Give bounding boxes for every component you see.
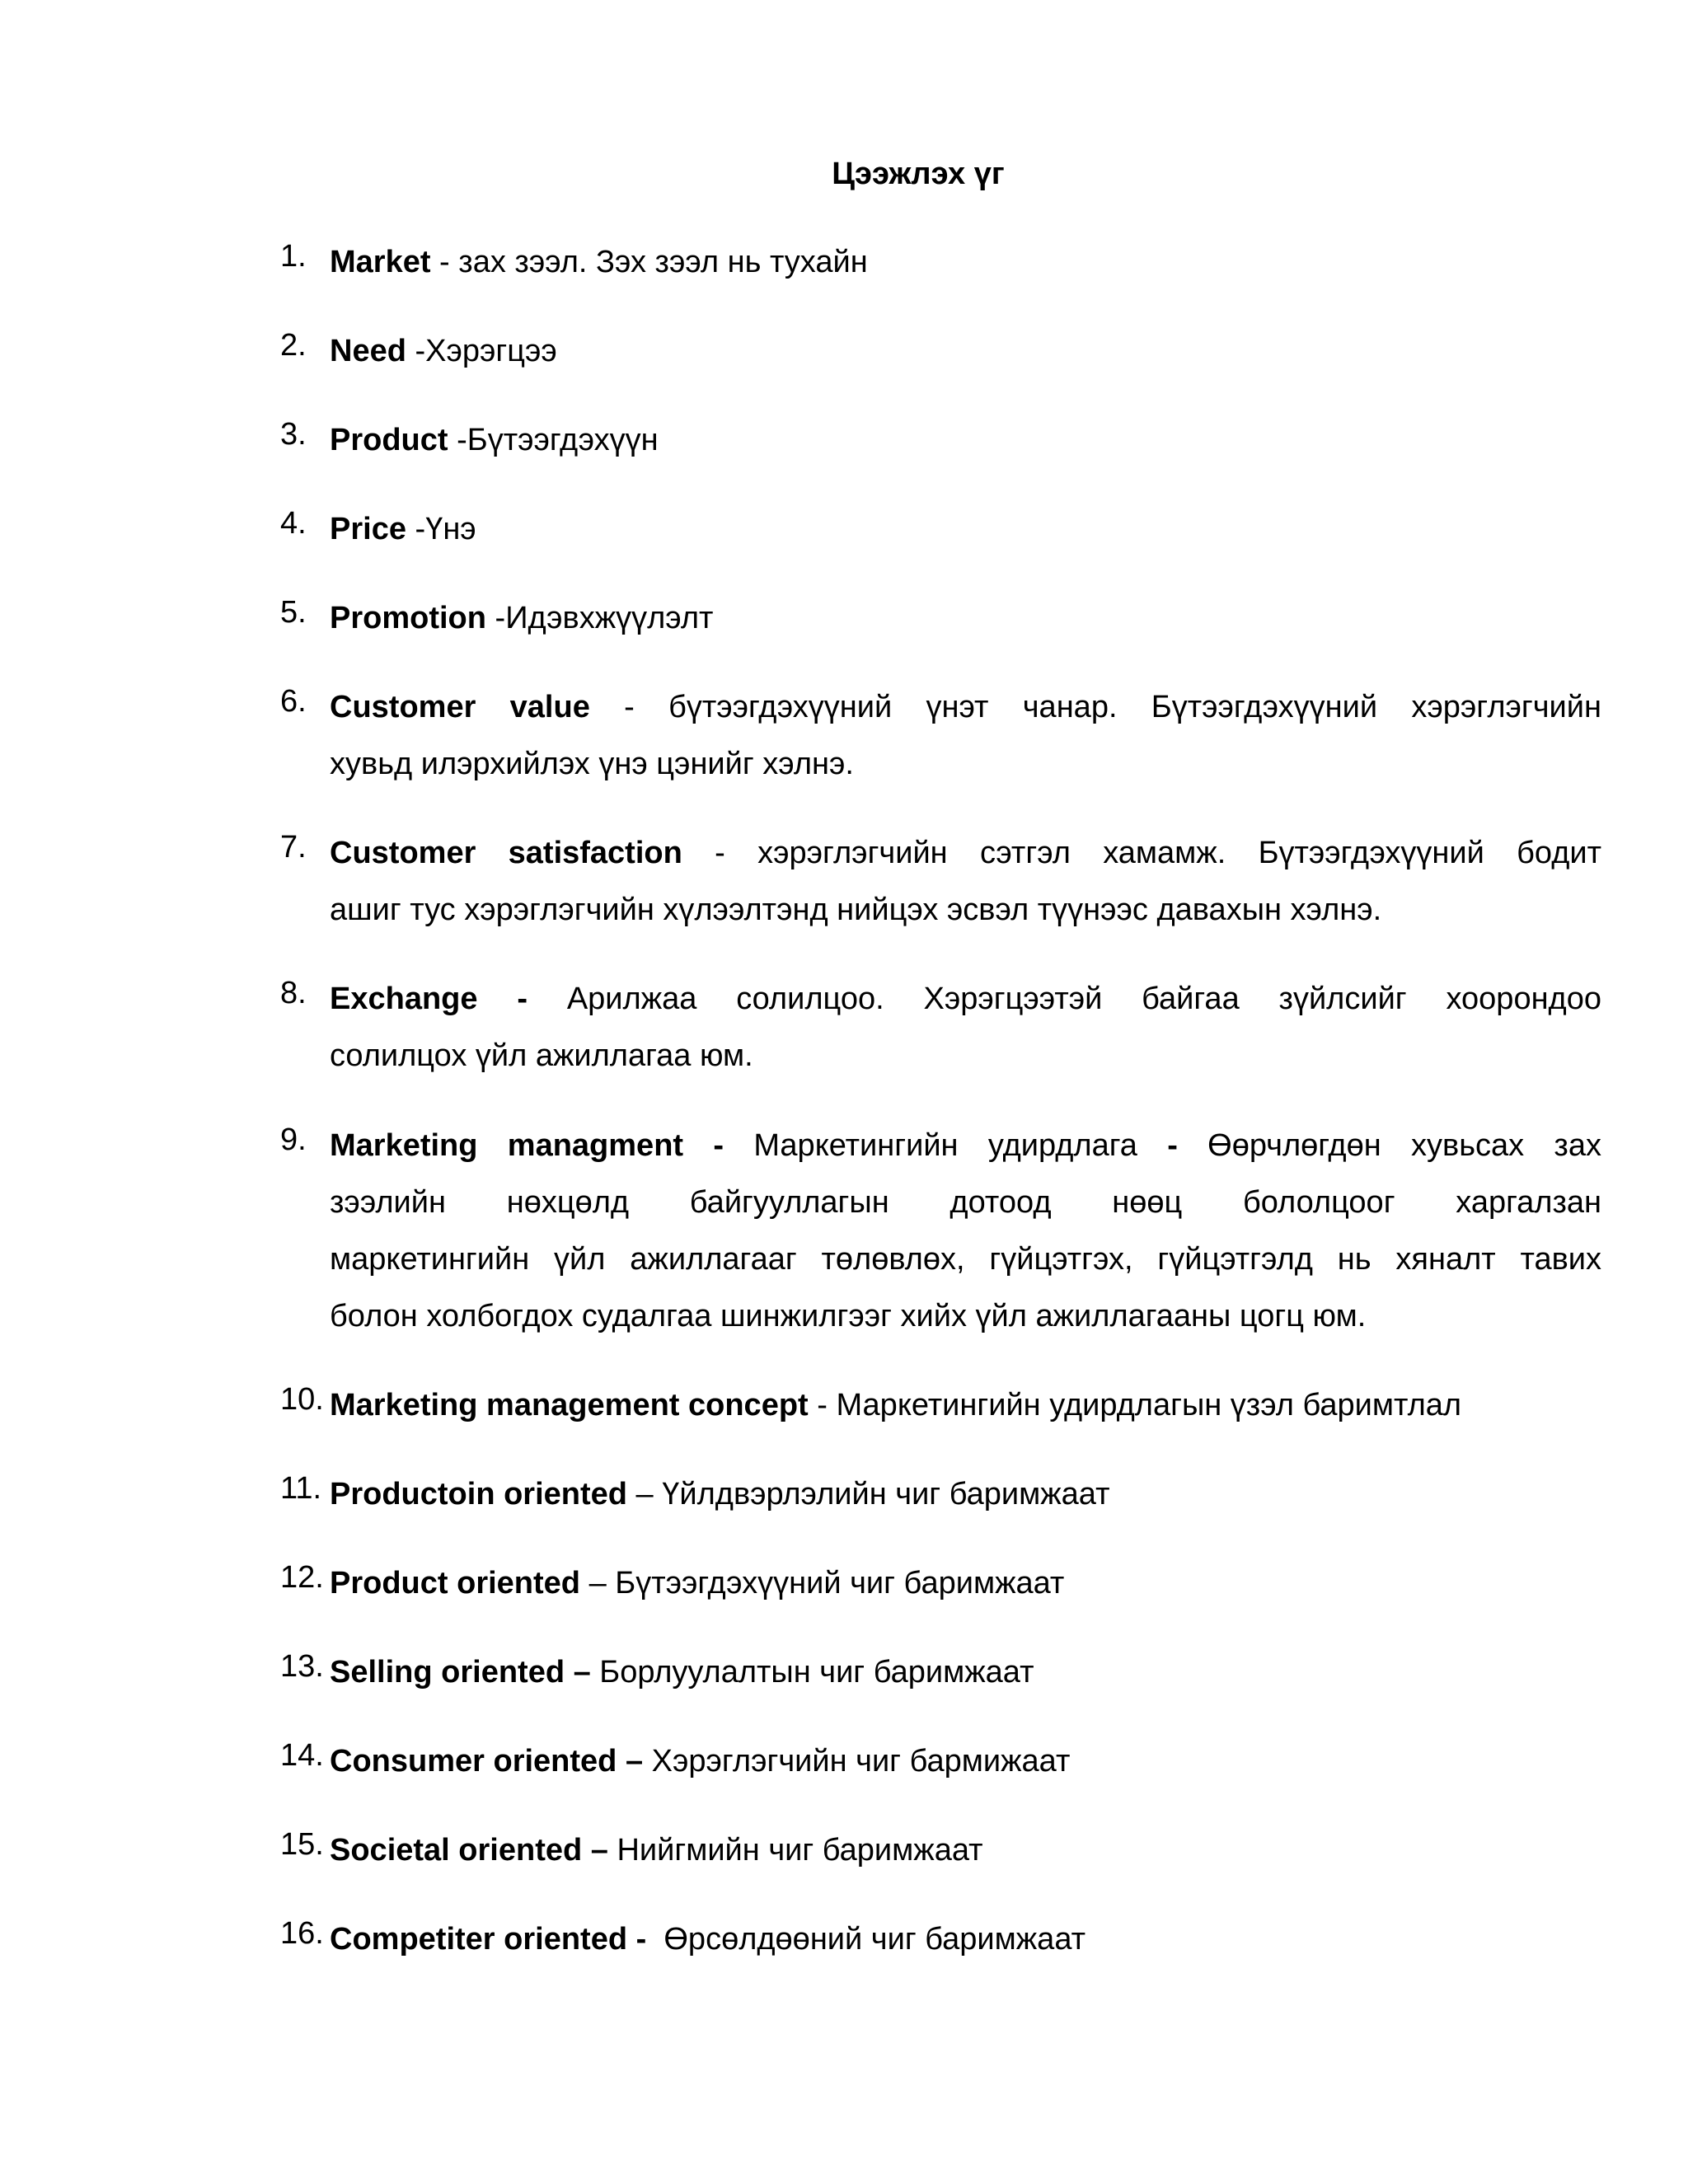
item-term: Selling oriented – — [330, 1655, 591, 1690]
item-line — [330, 1471, 1601, 1528]
item-separator: - — [430, 245, 459, 279]
item-line — [330, 417, 1601, 474]
item-term: Product oriented — [330, 1566, 581, 1601]
item-number: 15. — [280, 1827, 324, 1862]
item-definition: бүтээгдэхүүний үнэт чанар. Бүтээгдэхүүний хэрэглэгчийн — [668, 690, 1601, 724]
item-line — [330, 1827, 1601, 1884]
item-definition: Идэвхжүүлэлт — [505, 601, 714, 635]
item-definition: Нийгмийн чиг баримжаат — [617, 1833, 983, 1868]
item-definition: Маркетингийн удирдлагын үзэл баримтлал — [836, 1388, 1462, 1422]
item-term: Exchange - — [330, 982, 528, 1016]
item-separator: – — [580, 1566, 616, 1601]
item-definition: Арилжаа солилцоо. Хэрэгцээтэй байгаа зүйлсийг хоорондоо — [566, 982, 1602, 1016]
item-number: 16. — [280, 1916, 324, 1951]
item-term: Promotion — [330, 601, 486, 635]
item-number: 8. — [280, 976, 307, 1010]
item-separator: - — [406, 334, 426, 368]
item-line — [330, 328, 1601, 385]
item-term: Marketing managment - — [330, 1128, 724, 1163]
item-number: 4. — [280, 506, 307, 541]
item-line: зээлийн нөхцөлд байгууллагын дотоод нөөц бололцоог харгалзан — [330, 1185, 1601, 1220]
item-separator: - — [682, 836, 758, 870]
item-term: Customer value — [330, 690, 590, 724]
item-term: Product — [330, 423, 448, 457]
item-term: Consumer oriented – — [330, 1744, 644, 1779]
item-definition: Хэрэглэгчийн чиг бармижаат — [651, 1744, 1071, 1779]
item-term: Societal oriented – — [330, 1833, 608, 1868]
item-number: 5. — [280, 595, 307, 630]
item-number: 12. — [280, 1560, 324, 1595]
item-line — [330, 1916, 1601, 1973]
item-line — [330, 506, 1601, 563]
item-definition-part: Маркетингийн удирдлага — [753, 1128, 1168, 1163]
item-line: ашиг тус хэрэглэгчийн хүлээлтэнд нийцэх эсвэл түүнээс давахын хэлнэ. — [330, 893, 1382, 927]
item-line: маркетингийн үйл ажиллагааг төлөвлөх, гүйцэтгэх, гүйцэтгэлд нь хяналт тавих — [330, 1242, 1601, 1277]
item-separator: – — [627, 1477, 663, 1511]
item-term: Competiter oriented - — [330, 1922, 647, 1957]
item-number: 3. — [280, 417, 307, 452]
item-number: 13. — [280, 1649, 324, 1684]
item-term: Marketing management concept — [330, 1388, 809, 1422]
item-term: Price — [330, 512, 406, 546]
item-separator — [608, 1833, 617, 1868]
item-term: Customer satisfaction — [330, 836, 682, 870]
item-definition: Борлуулалтын чиг баримжаат — [599, 1655, 1034, 1690]
item-definition: Бүтээгдэхүүний чиг баримжаат — [615, 1566, 1065, 1601]
item-line — [330, 1738, 1601, 1795]
item-definition: хэрэглэгчийн сэтгэл хамамж. Бүтээгдэхүүний бодит — [757, 836, 1601, 870]
item-number: 7. — [280, 830, 307, 865]
item-line — [330, 1649, 1601, 1706]
item-number: 9. — [280, 1122, 307, 1157]
item-number: 11. — [280, 1471, 322, 1506]
item-separator — [528, 982, 567, 1016]
item-term: Need — [330, 334, 406, 368]
item-number: 14. — [280, 1738, 324, 1773]
item-line — [330, 1122, 1601, 1179]
item-line — [330, 1382, 1601, 1439]
item-dash: - — [1167, 1128, 1178, 1163]
item-definition: Бүтээгдэхүүн — [467, 423, 659, 457]
item-line: солилцох үйл ажиллагаа юм. — [330, 1038, 753, 1073]
item-number: 10. — [280, 1382, 324, 1417]
item-line: болон холбогдох судалгаа шинжилгээг хийх үйл ажиллагааны цогц юм. — [330, 1299, 1367, 1333]
item-term: Productoin oriented — [330, 1477, 627, 1511]
item-line — [330, 830, 1601, 887]
item-separator: - — [808, 1388, 837, 1422]
item-line — [330, 684, 1601, 741]
item-definition: зах зээл. Зэх зээл нь тухайн — [458, 245, 868, 279]
item-line — [330, 595, 1601, 652]
item-separator — [643, 1744, 652, 1779]
item-separator — [724, 1128, 753, 1163]
item-definition: Үйлдвэрлэлийн чиг баримжаат — [662, 1477, 1110, 1511]
item-term: Market — [330, 245, 431, 279]
item-separator — [646, 1922, 663, 1957]
item-number: 1. — [280, 239, 307, 274]
item-line: хувьд илэрхийлэх үнэ цэнийг хэлнэ. — [330, 747, 854, 781]
item-definition: Хэрэгцээ — [425, 334, 557, 368]
item-line — [330, 239, 1601, 296]
item-line — [330, 1560, 1601, 1617]
page-title: Цээжлэх үг — [832, 157, 1005, 191]
item-definition: Өөрчлөгдөн хувьсах зах — [1207, 1128, 1601, 1163]
item-line — [330, 976, 1601, 1033]
item-number: 6. — [280, 684, 307, 719]
item-separator: - — [406, 512, 426, 546]
item-number: 2. — [280, 328, 307, 363]
item-separator: - — [448, 423, 467, 457]
item-definition: Үнэ — [425, 512, 476, 546]
item-separator: - — [589, 690, 669, 724]
item-separator — [591, 1655, 600, 1690]
item-definition: Өрсөлдөөний чиг баримжаат — [663, 1922, 1086, 1957]
item-separator: - — [485, 601, 506, 635]
